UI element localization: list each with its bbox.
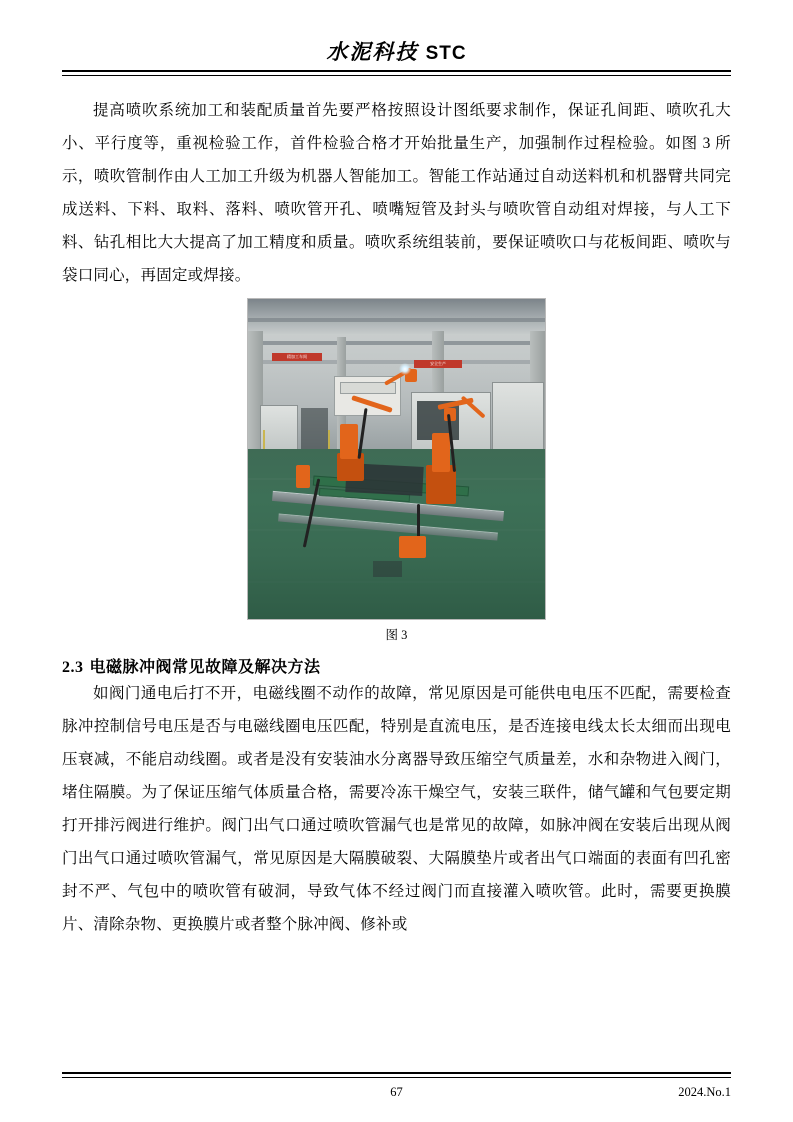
journal-title (62, 36, 731, 66)
paragraph-1: 提高喷吹系统加工和装配质量首先要严格按照设计图纸要求制作，保证孔间距、喷吹孔大小、平行度等，重视检验工作，首件检验合格才开始批量生产，加强制作过程检验。如图 3 所示，喷吹管制作由人工加工升级为机器人智能加工。智能工作站通过自动送料机和机器臂共同完成送料、下料、取料、落料、喷吹管开孔、喷嘴短管及封头与喷吹管自动组对焊接，与人工下料、钻孔相比大大提高了加工精度和质量。喷吹系统组装前，要保证喷吹口与花板间距、喷吹与袋口同心，再固定或焊接。 (62, 102, 731, 284)
header-rule (62, 70, 731, 76)
section-title: 电磁脉冲阀常见故障及解决方法 (89, 659, 321, 676)
page-header (62, 36, 731, 82)
figure-3 (247, 298, 546, 644)
footer-rule (62, 1072, 731, 1078)
journal-title-cn: 水泥科技 (326, 40, 419, 64)
page-content (62, 36, 731, 1094)
issue-label: 2024.No.1 (678, 1085, 731, 1099)
page-number: 67 (390, 1085, 403, 1099)
journal-title-latin: STC (425, 43, 467, 64)
figure-3-image (247, 298, 546, 620)
page-footer (62, 1072, 731, 1100)
robot-welding-photo (248, 299, 545, 619)
photo-banner-left: 精加工车间 (272, 353, 322, 361)
footer-row (62, 1085, 731, 1100)
section-number: 2.3 (62, 659, 84, 676)
section-heading-2-3 (62, 654, 731, 677)
photo-banner-right: 安全生产 (414, 360, 462, 368)
figure-3-caption: 图 3 (385, 628, 408, 642)
paragraph-2: 如阀门通电后打不开，电磁线圈不动作的故障，常见原因是可能供电电压不匹配，需要检查脉冲控制信号电压是否与电磁线圈电压匹配，特别是直流电压，是否连接电线太长太细而出现电压衰减，不能启动线圈。或者是没有安装油水分离器导致压缩空气质量差，水和杂物进入阀门，堵住隔膜。为了保证压缩气体质量合格，需要冷冻干燥空气，安装三联件，储气罐和气包要定期打开排污阀进行维护。阀门出气口通过喷吹管漏气也是常见的故障，如脉冲阀在安装后出现从阀门出气口通过喷吹管漏气，常见原因是大隔膜破裂、大隔膜垫片或者出气口端面的表面有凹孔密封不严、气包中的喷吹管有破洞，导致气体不经过阀门而直接灌入喷吹管。此时，需要更换膜片、清除杂物、更换膜片或者整个脉冲阀、修补或 (62, 685, 731, 933)
